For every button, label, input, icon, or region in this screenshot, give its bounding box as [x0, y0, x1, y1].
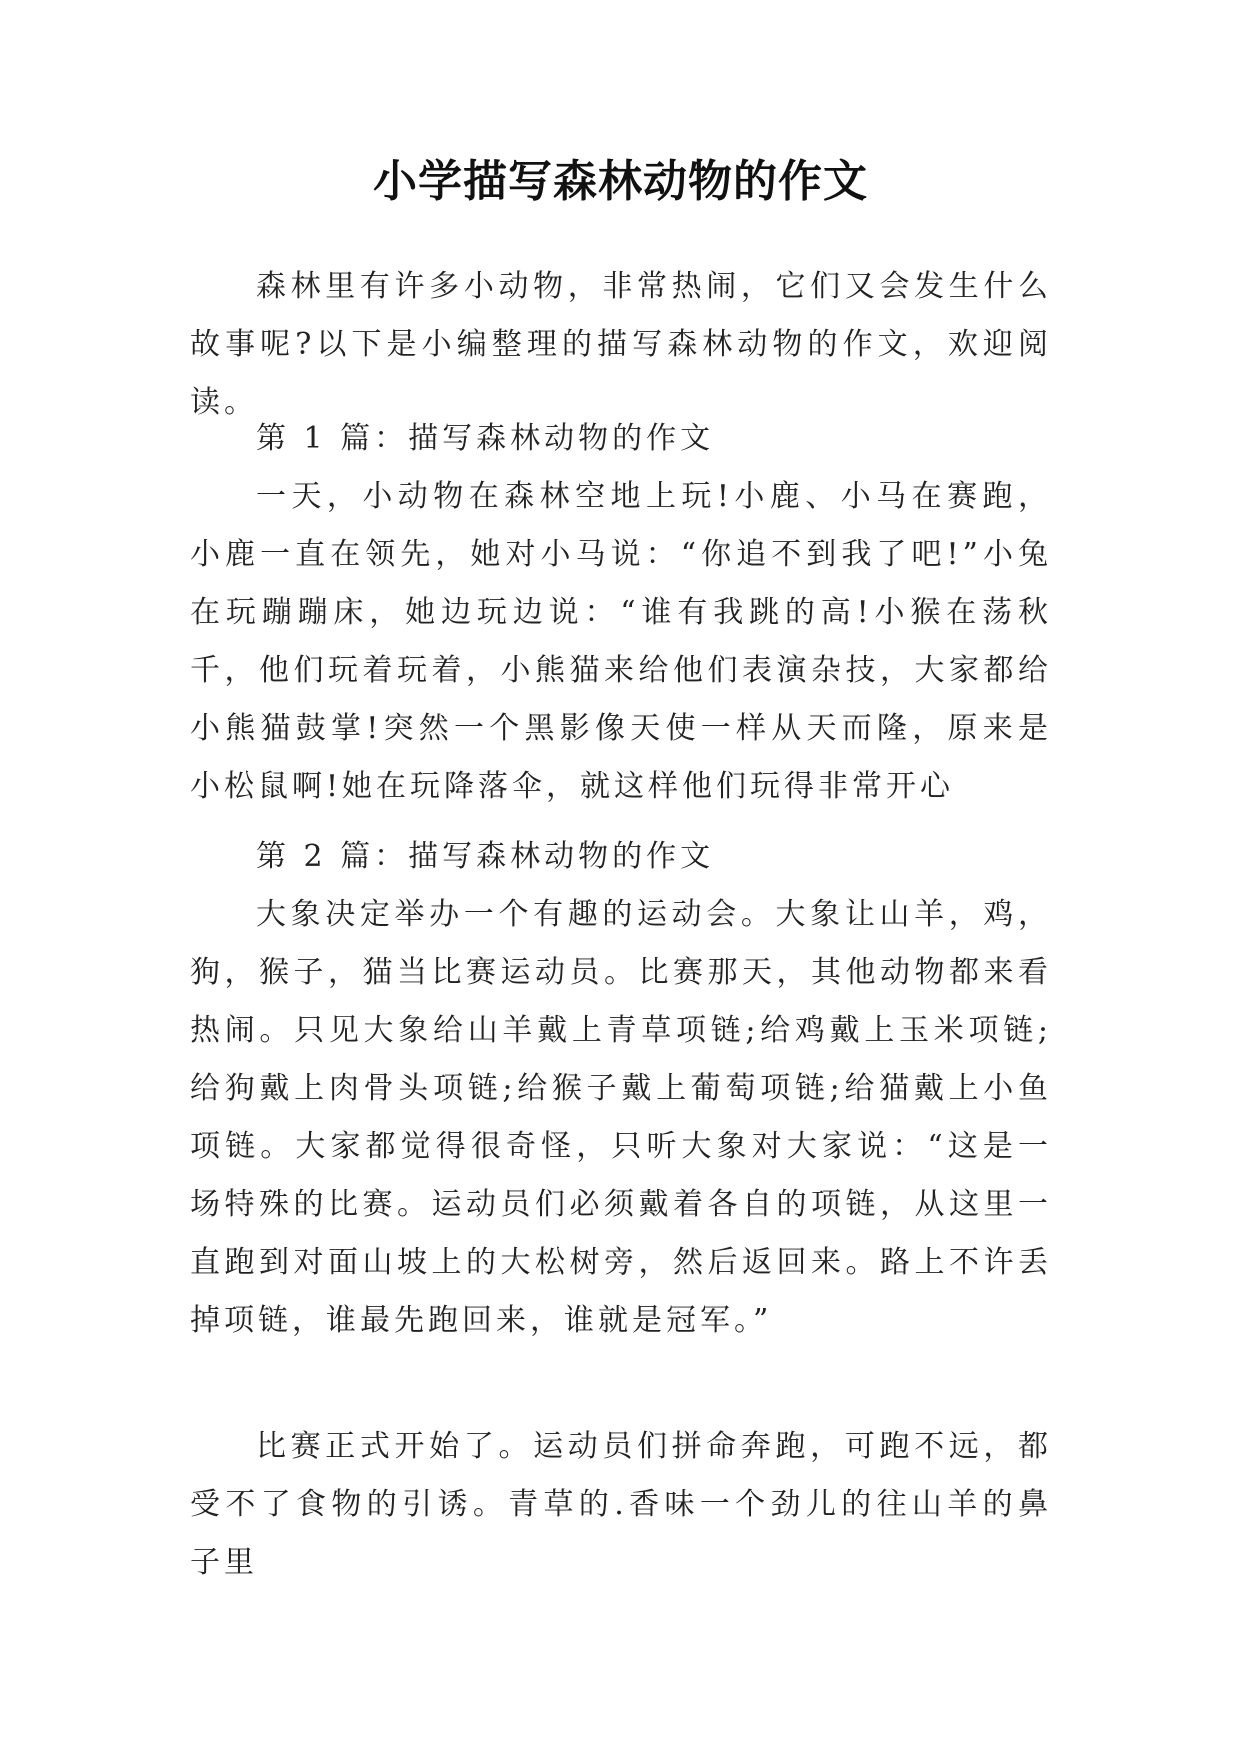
section-2-paragraph-2: 比赛正式开始了。运动员们拼命奔跑，可跑不远，都受不了食物的引诱。青草的.香味一个劲儿的往山羊的鼻子里 [190, 1429, 1052, 1580]
section-1-paragraph: 一天，小动物在森林空地上玩!小鹿、小马在赛跑，小鹿一直在领先，她对小马说：“你追不到我了吧!”小兔在玩蹦蹦床，她边玩边说：“谁有我跳的高!小猴在荡秋千，他们玩着玩着，小熊猫来给他们表演杂技，大家都给小熊猫鼓掌!突然一个黑影像天使一样从天而隆，原来是小松鼠啊!她在玩降落伞，就这样他们玩得非常开心 [190, 479, 1052, 804]
section-1-heading: 第 1 篇：描写森林动物的作文 [256, 421, 715, 456]
document-title: 小学描写森林动物的作文 [373, 156, 868, 207]
intro-paragraph: 森林里有许多小动物，非常热闹，它们又会发生什么故事呢?以下是小编整理的描写森林动物的作文，欢迎阅读。 [190, 269, 1052, 420]
section-2-heading: 第 2 篇：描写森林动物的作文 [256, 839, 715, 874]
section-2-paragraph-1: 大象决定举办一个有趣的运动会。大象让山羊，鸡，狗，猴子，猫当比赛运动员。比赛那天，其他动物都来看热闹。只见大象给山羊戴上青草项链;给鸡戴上玉米项链;给狗戴上肉骨头项链;给猴子戴上葡萄项链;给猫戴上小鱼项链。大家都觉得很奇怪，只听大象对大家说：“这是一场特殊的比赛。运动员们必须戴着各自的项链，从这里一直跑到对面山坡上的大松树旁，然后返回来。路上不许丢掉项链，谁最先跑回来，谁就是冠军。” [190, 897, 1052, 1338]
